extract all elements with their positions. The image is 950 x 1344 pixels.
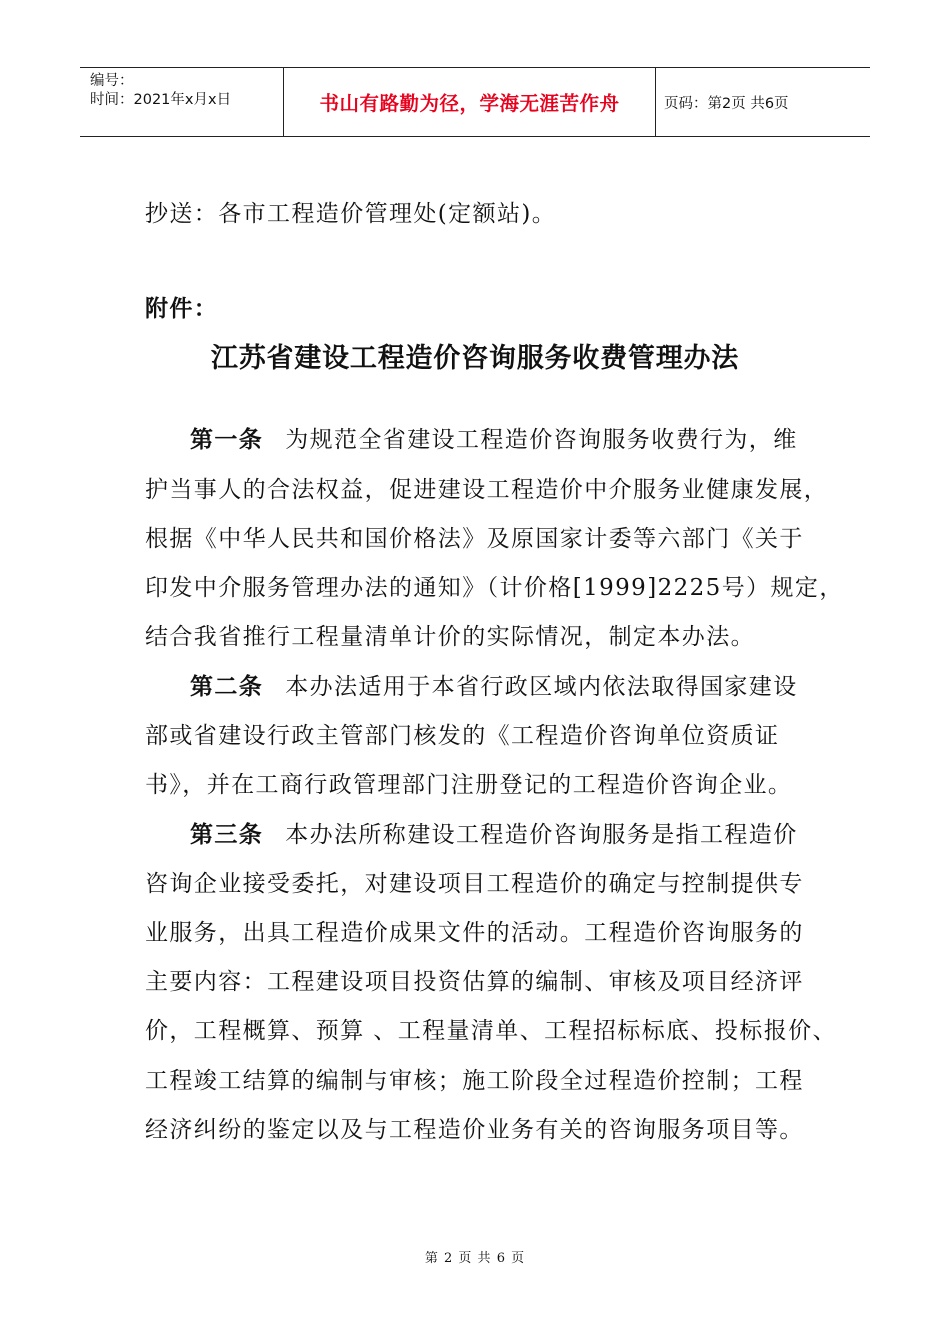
article-3-first-line	[190, 816, 798, 849]
article-3-heading: 第三条	[190, 821, 264, 848]
article-1-line-3: 根据《中华人民共和国价格法》及原国家计委等六部门《关于	[145, 526, 804, 552]
article-1-line-2: 护当事人的合法权益，促进建设工程造价中介服务业健康发展，	[145, 477, 829, 503]
article-3-line-5: 价，工程概算、预算 、工程量清单、工程招标标底、投标报价、	[145, 1018, 837, 1044]
document-number-label: 编号：	[90, 73, 134, 89]
cc-line: 抄送：各市工程造价管理处(定额站)。	[145, 201, 557, 227]
article-2-first-line	[190, 668, 798, 701]
header-meta	[80, 68, 283, 136]
article-3-line-1: 本办法所称建设工程造价咨询服务是指工程造价	[285, 822, 798, 848]
page-footer: 第 2 页 共 6 页	[424, 1251, 526, 1266]
article-3-line-2: 咨询企业接受委托，对建设项目工程造价的确定与控制提供专	[145, 871, 804, 897]
article-1-line-5: 结合我省推行工程量清单计价的实际情况，制定本办法。	[145, 624, 755, 650]
article-1-line-1: 为规范全省建设工程造价咨询服务收费行为，维	[285, 427, 798, 453]
document-title: 江苏省建设工程造价咨询服务收费管理办法	[210, 343, 740, 374]
article-3-line-7: 经济纠纷的鉴定以及与工程造价业务有关的咨询服务项目等。	[145, 1117, 804, 1143]
header-motto: 书山有路勤为径，学海无涯苦作舟	[283, 68, 656, 136]
header-page-info: 页码：第2页 共6页	[664, 95, 789, 112]
article-3-line-6: 工程竣工结算的编制与审核；施工阶段全过程造价控制；工程	[145, 1068, 804, 1094]
document-date: 时间：2021年x月x日	[90, 92, 232, 108]
article-2-line-1: 本办法适用于本省行政区域内依法取得国家建设	[285, 674, 798, 700]
article-3-line-3: 业服务，出具工程造价成果文件的活动。工程造价咨询服务的	[145, 920, 804, 946]
attachment-label: 附件：	[145, 295, 219, 322]
article-2-heading: 第二条	[190, 673, 264, 700]
article-1-line-4: 印发中介服务管理办法的通知》（计价格[1999]2225号）规定，	[145, 575, 844, 601]
article-1-first-line	[190, 421, 798, 454]
article-3-line-4: 主要内容：工程建设项目投资估算的编制、审核及项目经济评	[145, 969, 804, 995]
article-1-heading: 第一条	[190, 426, 264, 453]
page-header	[80, 67, 870, 137]
article-2-line-2: 部或省建设行政主管部门核发的《工程造价咨询单位资质证	[145, 723, 780, 749]
article-2-line-3: 书》，并在工商行政管理部门注册登记的工程造价咨询企业。	[145, 772, 793, 798]
